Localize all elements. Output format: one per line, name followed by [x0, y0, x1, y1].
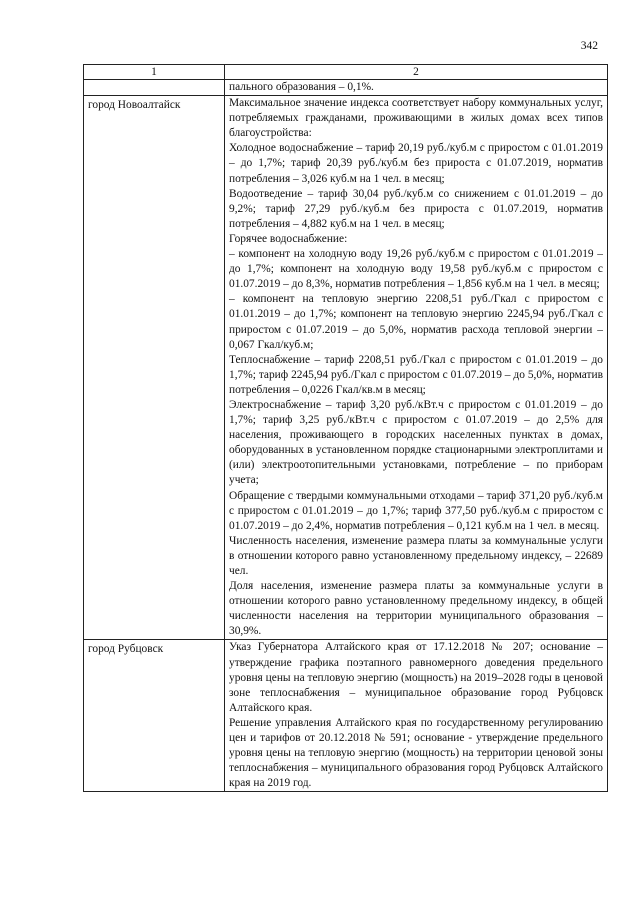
column-header-2: 2: [225, 65, 608, 80]
table-header-row: [84, 65, 608, 80]
continuation-city-cell: [84, 80, 225, 96]
description-cell: [225, 640, 608, 792]
paragraph: Электроснабжение – тариф 3,20 руб./кВт.ч с приростом с 01.01.2019 – до 1,7%; тариф 3,25 руб./кВт.ч с приростом с 01.07.2019 – до 2,5% для населения, проживающего в городских населенных пунктах в домах, оборудованных в установленном порядке стационарными электроплитами и (или) электроотопительными установками, потребление – по приборам учета;: [229, 398, 603, 487]
paragraph: Теплоснабжение – тариф 2208,51 руб./Гкал с приростом с 01.01.2019 – до 1,7%; тариф 2245,94 руб./Гкал с приростом с 01.07.2019 – до 5,0%, норматив потребления – 0,0226 Гкал/кв.м в месяц;: [229, 353, 603, 396]
paragraph: Решение управления Алтайского края по государственному регулированию цен и тарифов от 20.12.2018 № 591; основание - утверждение предельного уровня цены на тепловую энергию (мощность) на территории ценовой зоны теплоснабжения – муниципального образования город Рубцовск Алтайского края на 2019 год.: [229, 716, 603, 790]
paragraph: Максимальное значение индекса соответствует набору коммунальных услуг, потребляемых гражданами, проживающими в жилых домах всех типов благоустройства:: [229, 97, 603, 140]
paragraph: Холодное водоснабжение – тариф 20,19 руб./куб.м с приростом с 01.01.2019 – до 1,7%; тариф 20,39 руб./куб.м без прироста с 01.07.2019, норматив потребления – 3,026 куб.м на 1 чел. в месяц;: [229, 142, 603, 185]
paragraph: Численность населения, изменение размера платы за коммунальные услуги в отношении которого равно установленному предельному индексу, – 22689 чел.: [229, 534, 603, 577]
column-header-1: 1: [84, 65, 225, 80]
table-row-rubtsovsk: [84, 640, 608, 792]
page-number: 342: [580, 40, 598, 52]
city-name: город Рубцовск: [84, 640, 225, 792]
paragraph: Обращение с твердыми коммунальными отходами – тариф 371,20 руб./куб.м с приростом с 01.01.2019 – до 1,7%; тариф 377,50 руб./куб.м с приростом с 01.07.2019 – до 2,4%, норматив потребления – 0,121 куб.м на 1 чел. в месяц.: [229, 489, 603, 532]
document-table: [83, 64, 608, 792]
table-row-continuation: [84, 80, 608, 96]
continuation-text-cell: [225, 80, 608, 96]
paragraph: Водоотведение – тариф 30,04 руб./куб.м со снижением с 01.01.2019 – до 9,2%; тариф 27,29 руб./куб.м без прироста с 01.07.2019, норматив потребления – 4,882 куб.м на 1 чел. в месяц;: [229, 187, 603, 230]
paragraph: Доля населения, изменение размера платы за коммунальные услуги в отношении которого равно установленному предельному индексу, в общей численности населения на территории муниципального образования – 30,9%.: [229, 580, 603, 638]
paragraph: Горячее водоснабжение:: [229, 232, 348, 245]
paragraph: – компонент на тепловую энергию 2208,51 руб./Гкал с приростом с 01.01.2019 – до 1,7%; компонент на тепловую энергию 2245,94 руб./Гкал с приростом с 01.07.2019 – до 5,0%, норматив расхода тепловой энергии – 0,067 Гкал/куб.м;: [229, 293, 603, 351]
paragraph: – компонент на холодную воду 19,26 руб./куб.м с приростом с 01.01.2019 – до 1,7%; компонент на холодную воду 19,58 руб./куб.м с приростом с 01.07.2019 – до 8,3%, норматив потребления – 1,856 куб.м на 1 чел. в месяц;: [229, 248, 603, 291]
city-name: город Новоалтайск: [84, 96, 225, 640]
description-cell: [225, 96, 608, 640]
continuation-text: пального образования – 0,1%.: [229, 81, 374, 93]
paragraph: Указ Губернатора Алтайского края от 17.12.2018 № 207; основание – утверждение графика поэтапного равномерного доведения предельного уровня цены на тепловую энергию (мощность) на 2019–2028 годы в ценовой зоне теплоснабжения – муниципальное образование город Рубцовск Алтайского края.: [229, 641, 603, 714]
table-row-novoaltaysk: [84, 96, 608, 640]
